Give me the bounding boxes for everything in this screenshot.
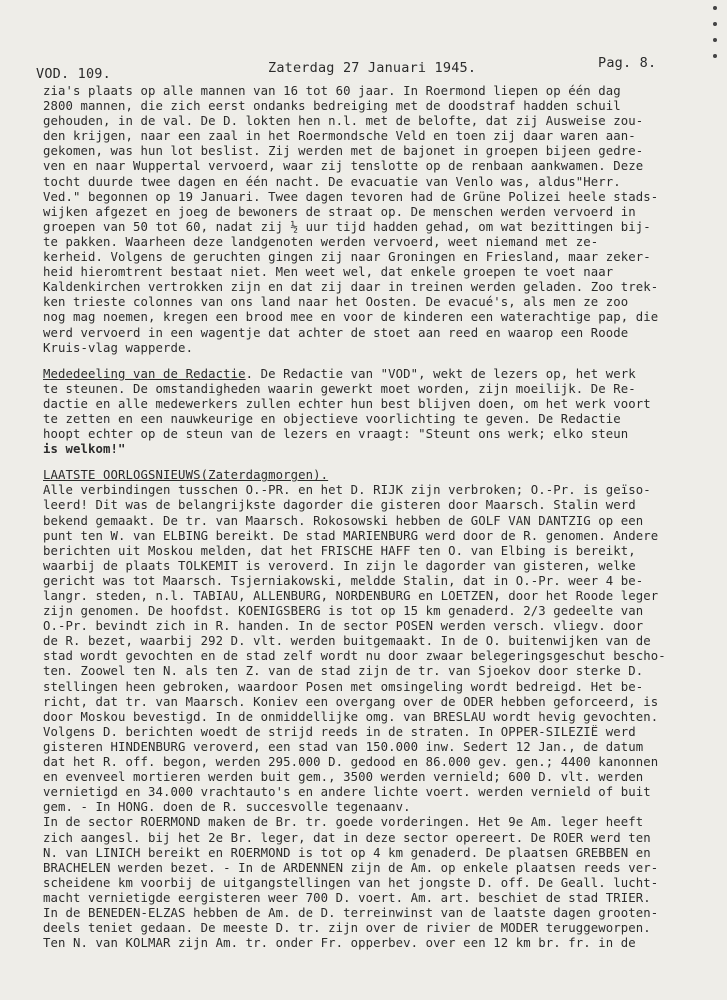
text-line: N. van LINICH bereikt en ROERMOND is tot op 4 km genaderd. De plaatsen GREBBEN en <box>43 845 651 860</box>
text-line: heid hieromtrent bestaat niet. Men weet wel, dat enkele groepen te voet naar <box>43 265 614 280</box>
editorial-line: . De Redactie van "VOD", wekt de lezers op, het werk <box>245 366 636 381</box>
text-line: gem. - In HONG. doen de R. succesvolle tegenaanv. <box>43 800 411 815</box>
text-line: Ved." begonnen op 19 Januari. Twee dagen tevoren had de Grüne Polizei heele stads- <box>43 189 659 204</box>
text-line: ven en naar Wuppertal vervoerd, waar zij tenslotte op de renbaan aankwamen. Deze <box>43 159 644 174</box>
paragraph-war-news <box>43 468 715 951</box>
text-line: bekend gemaakt. De tr. van Maarsch. Rokosowski hebben de GOLF VAN DANTZIG op een <box>43 513 644 528</box>
text-line: 2800 mannen, die zich eerst ondanks bedreiging met de doodstraf hadden schuil <box>43 99 621 114</box>
article-body <box>43 84 715 951</box>
text-line: kerheid. Volgens de geruchten gingen zij naar Groningen en Friesland, maar zeker- <box>43 250 651 265</box>
text-line: Alle verbindingen tusschen O.-PR. en het D. RIJK zijn verbroken; O.-Pr. is geïso- <box>43 483 651 498</box>
text-line: te zetten en een nauwkeurige en objectieve voorlichting te geven. De Redactie <box>43 411 621 426</box>
text-line: zich aangesl. bij het 2e Br. leger, dat in deze sector opereert. De ROER werd ten <box>43 830 651 845</box>
text-line: gehouden, in de val. De D. lokten hen n.l. met de belofte, dat zij Ausweise zou- <box>43 114 644 129</box>
text-line: stad wordt gevochten en de stad zelf wordt nu door zwaar belegeringsgeschut bescho- <box>43 649 666 664</box>
text-line: en evenveel mortieren werden buit gem., 3500 werden vernield; 600 D. vlt. werden <box>43 770 644 785</box>
issue-date: Zaterdag 27 Januari 1945. <box>268 60 477 76</box>
text-line: te pakken. Waarheen deze landgenoten werden vervoerd, weet niemand met ze- <box>43 234 599 249</box>
text-line: vernietigd en 34.000 vrachtauto's en andere lichte voert. werden vernield of buit <box>43 785 651 800</box>
text-line: wijken afgezet en joeg de bewoners de straat op. De menschen werden vervoerd in <box>43 204 636 219</box>
text-line: In de sector ROERMOND maken de Br. tr. goede vorderingen. Het 9e Am. leger heeft <box>43 815 644 830</box>
text-line: dactie en alle medewerkers zullen echter hun best blijven doen, om het werk voort <box>43 396 651 411</box>
text-line: Kruis-vlag wapperde. <box>43 340 194 355</box>
war-news-heading: LAATSTE OORLOGSNIEUWS(Zaterdagmorgen). <box>43 468 329 483</box>
paragraph-editorial-notice <box>43 367 715 458</box>
text-line: door Moskou bevestigd. In de onmiddellijke omg. van BRESLAU wordt hevig gevochten. <box>43 709 659 724</box>
text-line: Volgens D. berichten woedt de strijd reeds in de straten. In OPPER-SILEZIË werd <box>43 724 636 739</box>
text-line: zijn genomen. De hoofdst. KOENIGSBERG is tot op 15 km genaderd. 2/3 gedeelte van <box>43 604 644 619</box>
editorial-closing-line: is welkom!" <box>43 442 126 457</box>
text-line: te steunen. De omstandigheden waarin gewerkt moet worden, zijn moeilijk. De Re- <box>43 381 636 396</box>
text-line: punt ten W. van ELBING bereikt. De stad MARIENBURG werd door de R. genomen. Andere <box>43 528 659 543</box>
text-line: werd vervoerd in een wagentje dat achter de stoet aan reed en waarop een Roode <box>43 325 629 340</box>
text-line: waarbij de plaats TOLKEMIT is veroverd. In zijn le dagorder van gisteren, welke <box>43 558 636 573</box>
text-line: In de BENEDEN-ELZAS hebben de Am. de D. terreinwinst van de laatste dagen grooten- <box>43 905 659 920</box>
text-line: dat het R. off. begon, werden 295.000 D. gedood en 86.000 gev. gen.; 4400 kanonnen <box>43 755 659 770</box>
paragraph-evacuation <box>43 84 715 356</box>
text-line: deels teniet gedaan. De meeste D. tr. zijn over de rivier de MODER teruggeworpen. <box>43 921 651 936</box>
text-line: den krijgen, naar een zaal in het Roermondsche Veld en toen zij daar waren aan- <box>43 129 636 144</box>
text-line: berichten uit Moskou melden, dat het FRISCHE HAFF ten O. van Elbing is bereikt, <box>43 543 636 558</box>
text-line: O.-Pr. bevindt zich in R. handen. In de sector POSEN werden versch. vliegv. door <box>43 619 644 634</box>
text-line: scheidene km voorbij de uitgangstellingen van het jongste D. off. De Geall. lucht- <box>43 875 659 890</box>
editorial-heading: Mededeeling van de Redactie <box>43 366 246 381</box>
text-line: nog mag noemen, kregen een brood mee en voor de kinderen een waterachtige pap, die <box>43 310 659 325</box>
text-line: gericht was tot Maarsch. Tsjerniakowski, meldde Stalin, dat in O.-Pr. weer 4 be- <box>43 573 644 588</box>
text-line: langr. steden, n.l. TABIAU, ALLENBURG, NORDENBURG en LOETZEN, door het Roode leger <box>43 589 659 603</box>
issue-number: VOD. 109. <box>36 66 111 82</box>
text-line: richt, dat tr. van Maarsch. Koniev een overgang over de ODER hebben geforceerd, is <box>43 694 659 709</box>
text-line: tocht duurde twee dagen en één nacht. De evacuatie van Venlo was, aldus"Herr. <box>43 174 621 189</box>
text-line: de R. bezet, waarbij 292 D. vlt. werden buitgemaakt. In de O. buitenwijken van de <box>43 634 651 649</box>
text-line: stellingen heen gebroken, waardoor Posen met omsingeling wordt bedreigd. Het be- <box>43 679 644 694</box>
text-line: BRACHELEN werden bezet. - In de ARDENNEN zijn de Am. op enkele plaatsen reeds ver- <box>43 860 659 875</box>
text-line: leerd! Dit was de belangrijkste dagorder die gisteren door Maarsch. Stalin werd <box>43 498 636 513</box>
text-line: gisteren HINDENBURG veroverd, een stad van 150.000 inw. Sedert 12 Jan., de datum <box>43 739 644 754</box>
text-line: Ten N. van KOLMAR zijn Am. tr. onder Fr. opperbev. over een 12 km br. fr. in de <box>43 936 636 951</box>
text-line: groepen van 50 tot 60, nadat zij ½ uur tijd hadden gehad, om wat bezittingen bij- <box>43 219 651 234</box>
text-line: macht vernietigde eergisteren weer 700 D. voert. Am. art. beschiet de stad TRIER. <box>43 890 651 905</box>
text-line: gekomen, was hun lot beslist. Zij werden met de bajonet in groepen bijeen gedre- <box>43 144 644 159</box>
text-line: ten. Zoowel ten N. als ten Z. van de stad zijn de tr. van Sjoekov door sterke D. <box>43 664 644 679</box>
text-line: ken trieste colonnes van ons land naar het Oosten. De evacué's, als men ze zoo <box>43 295 629 310</box>
page-number: Pag. 8. <box>598 55 657 71</box>
text-line: zia's plaats op alle mannen van 16 tot 60 jaar. In Roermond liepen op één dag <box>43 84 621 98</box>
text-line: Kaldenkirchen vertrokken zijn en dat zij daar in treinen werden geladen. Zoo trek- <box>43 280 659 295</box>
binder-holes <box>713 6 719 70</box>
text-line: hoopt echter op de steun van de lezers en vraagt: "Steunt ons werk; elko steun <box>43 427 629 442</box>
